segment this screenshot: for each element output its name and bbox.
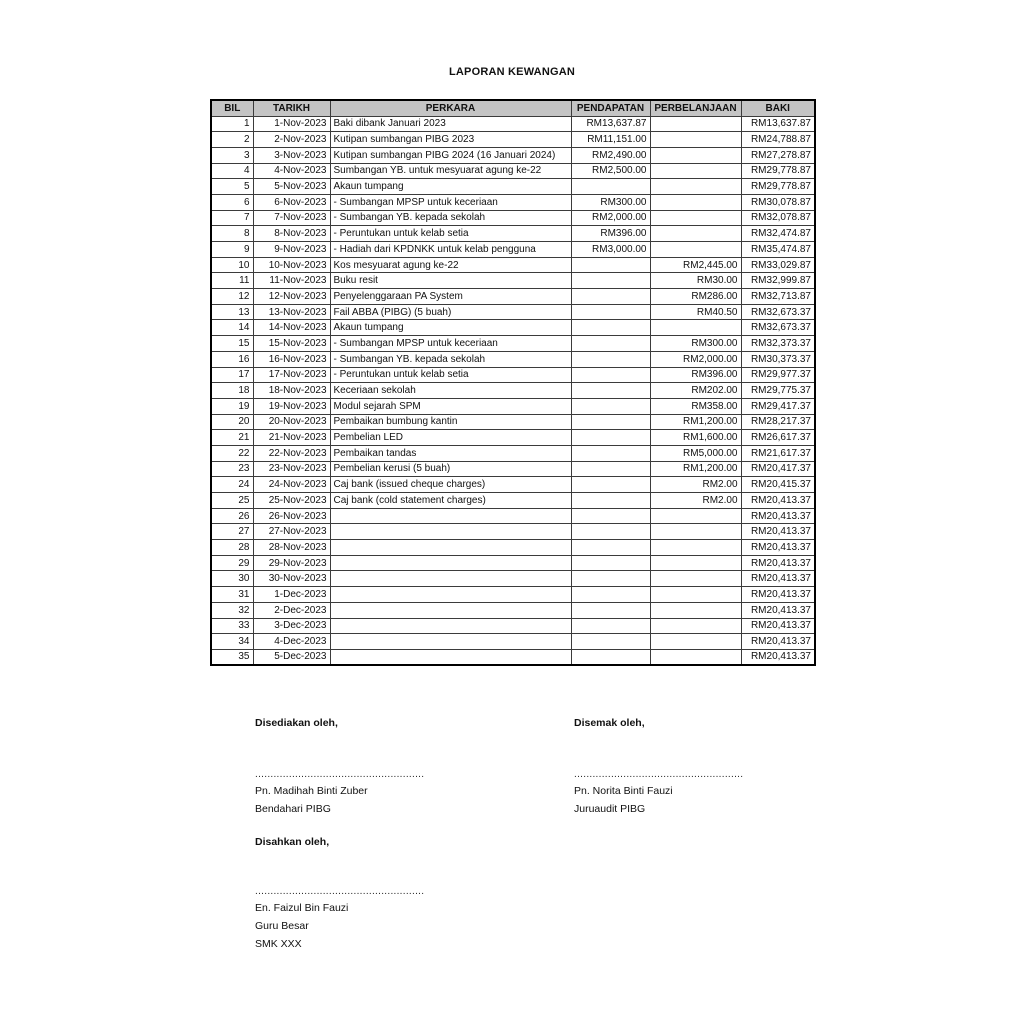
cell-tarikh: 1-Dec-2023 (253, 587, 330, 603)
cell-perkara (330, 508, 571, 524)
cell-pendapatan (571, 634, 650, 650)
cell-perkara: Pembaikan bumbung kantin (330, 414, 571, 430)
signature-block-prepared (255, 716, 424, 818)
prepared-name: Pn. Madihah Binti Zuber (255, 785, 368, 797)
cell-bil: 24 (211, 477, 253, 493)
signature-block-checked (574, 716, 743, 818)
table-row (211, 430, 815, 446)
cell-perbelanjaan (650, 242, 741, 258)
cell-tarikh: 13-Nov-2023 (253, 304, 330, 320)
cell-bil: 30 (211, 571, 253, 587)
cell-tarikh: 8-Nov-2023 (253, 226, 330, 242)
cell-tarikh: 27-Nov-2023 (253, 524, 330, 540)
table-row (211, 493, 815, 509)
cell-perbelanjaan: RM202.00 (650, 383, 741, 399)
cell-tarikh: 4-Dec-2023 (253, 634, 330, 650)
approved-signature-line: ....................................................... (255, 886, 425, 897)
cell-pendapatan (571, 351, 650, 367)
cell-bil: 12 (211, 289, 253, 305)
cell-pendapatan (571, 336, 650, 352)
table-row (211, 304, 815, 320)
cell-perkara: Buku resit (330, 273, 571, 289)
cell-baki: RM29,778.87 (741, 179, 815, 195)
prepared-role: Bendahari PIBG (255, 803, 331, 815)
table-row (211, 398, 815, 414)
cell-baki: RM32,673.37 (741, 304, 815, 320)
cell-perbelanjaan (650, 210, 741, 226)
cell-baki: RM30,078.87 (741, 194, 815, 210)
approved-label: Disahkan oleh, (255, 836, 330, 848)
cell-bil: 8 (211, 226, 253, 242)
cell-perbelanjaan: RM5,000.00 (650, 445, 741, 461)
cell-baki: RM29,775.37 (741, 383, 815, 399)
cell-bil: 4 (211, 163, 253, 179)
cell-tarikh: 4-Nov-2023 (253, 163, 330, 179)
cell-pendapatan: RM2,500.00 (571, 163, 650, 179)
cell-tarikh: 14-Nov-2023 (253, 320, 330, 336)
table-row (211, 242, 815, 258)
cell-perkara (330, 587, 571, 603)
cell-bil: 17 (211, 367, 253, 383)
cell-bil: 21 (211, 430, 253, 446)
cell-perkara (330, 555, 571, 571)
column-header-pendapatan: PENDAPATAN (571, 100, 650, 116)
cell-baki: RM30,373.37 (741, 351, 815, 367)
page-title: LAPORAN KEWANGAN (448, 66, 576, 78)
cell-perkara: Pembelian LED (330, 430, 571, 446)
cell-perbelanjaan (650, 320, 741, 336)
cell-baki: RM20,413.37 (741, 555, 815, 571)
cell-tarikh: 20-Nov-2023 (253, 414, 330, 430)
cell-baki: RM28,217.37 (741, 414, 815, 430)
cell-bil: 23 (211, 461, 253, 477)
cell-perbelanjaan (650, 163, 741, 179)
table-row (211, 336, 815, 352)
cell-pendapatan (571, 304, 650, 320)
cell-pendapatan (571, 493, 650, 509)
cell-pendapatan (571, 289, 650, 305)
cell-perbelanjaan (650, 194, 741, 210)
table-row (211, 210, 815, 226)
cell-perkara: - Peruntukan untuk kelab setia (330, 226, 571, 242)
cell-perkara: Pembaikan tandas (330, 445, 571, 461)
cell-perkara: Pembelian kerusi (5 buah) (330, 461, 571, 477)
finance-table (210, 99, 816, 666)
table-row (211, 649, 815, 665)
cell-perkara (330, 571, 571, 587)
cell-pendapatan: RM3,000.00 (571, 242, 650, 258)
cell-tarikh: 21-Nov-2023 (253, 430, 330, 446)
cell-perbelanjaan (650, 179, 741, 195)
table-row (211, 194, 815, 210)
cell-baki: RM20,413.37 (741, 602, 815, 618)
cell-bil: 34 (211, 634, 253, 650)
table-row (211, 226, 815, 242)
table-row (211, 414, 815, 430)
table-row (211, 383, 815, 399)
cell-tarikh: 18-Nov-2023 (253, 383, 330, 399)
cell-pendapatan (571, 273, 650, 289)
table-row (211, 179, 815, 195)
cell-tarikh: 23-Nov-2023 (253, 461, 330, 477)
approved-role: Guru Besar (255, 920, 309, 932)
cell-pendapatan (571, 257, 650, 273)
cell-tarikh: 22-Nov-2023 (253, 445, 330, 461)
cell-bil: 15 (211, 336, 253, 352)
cell-pendapatan: RM2,490.00 (571, 147, 650, 163)
cell-perbelanjaan (650, 634, 741, 650)
cell-perbelanjaan (650, 524, 741, 540)
cell-tarikh: 1-Nov-2023 (253, 116, 330, 132)
cell-bil: 32 (211, 602, 253, 618)
table-row (211, 540, 815, 556)
cell-pendapatan (571, 398, 650, 414)
cell-perkara: Penyelenggaraan PA System (330, 289, 571, 305)
cell-tarikh: 9-Nov-2023 (253, 242, 330, 258)
cell-bil: 25 (211, 493, 253, 509)
cell-baki: RM32,474.87 (741, 226, 815, 242)
cell-baki: RM29,977.37 (741, 367, 815, 383)
cell-pendapatan: RM11,151.00 (571, 132, 650, 148)
cell-tarikh: 12-Nov-2023 (253, 289, 330, 305)
cell-perbelanjaan (650, 147, 741, 163)
cell-perkara: Kos mesyuarat agung ke-22 (330, 257, 571, 273)
prepared-label: Disediakan oleh, (255, 717, 338, 729)
approved-org: SMK XXX (255, 938, 302, 950)
table-row (211, 445, 815, 461)
cell-bil: 13 (211, 304, 253, 320)
cell-perkara: Kutipan sumbangan PIBG 2024 (16 Januari 2024) (330, 147, 571, 163)
cell-perbelanjaan: RM358.00 (650, 398, 741, 414)
cell-baki: RM29,417.37 (741, 398, 815, 414)
cell-bil: 27 (211, 524, 253, 540)
table-row (211, 477, 815, 493)
cell-perbelanjaan (650, 618, 741, 634)
cell-perbelanjaan (650, 132, 741, 148)
cell-baki: RM20,413.37 (741, 524, 815, 540)
cell-pendapatan: RM396.00 (571, 226, 650, 242)
cell-pendapatan (571, 602, 650, 618)
cell-baki: RM20,413.37 (741, 649, 815, 665)
cell-pendapatan (571, 320, 650, 336)
cell-perkara: Akaun tumpang (330, 179, 571, 195)
column-header-perkara: PERKARA (330, 100, 571, 116)
column-header-perbelanjaan: PERBELANJAAN (650, 100, 741, 116)
cell-perbelanjaan: RM1,600.00 (650, 430, 741, 446)
cell-pendapatan: RM300.00 (571, 194, 650, 210)
cell-perkara (330, 524, 571, 540)
cell-perkara: Caj bank (issued cheque charges) (330, 477, 571, 493)
cell-baki: RM13,637.87 (741, 116, 815, 132)
cell-baki: RM26,617.37 (741, 430, 815, 446)
table-row (211, 571, 815, 587)
cell-baki: RM32,373.37 (741, 336, 815, 352)
cell-bil: 19 (211, 398, 253, 414)
cell-perbelanjaan: RM30.00 (650, 273, 741, 289)
cell-perkara: Akaun tumpang (330, 320, 571, 336)
cell-perbelanjaan (650, 602, 741, 618)
cell-tarikh: 25-Nov-2023 (253, 493, 330, 509)
table-row (211, 367, 815, 383)
column-header-bil: BIL (211, 100, 253, 116)
cell-baki: RM33,029.87 (741, 257, 815, 273)
cell-perkara: - Sumbangan MPSP untuk keceriaan (330, 336, 571, 352)
cell-perbelanjaan: RM396.00 (650, 367, 741, 383)
cell-baki: RM20,413.37 (741, 634, 815, 650)
table-row (211, 524, 815, 540)
cell-perkara: - Peruntukan untuk kelab setia (330, 367, 571, 383)
checked-label: Disemak oleh, (574, 717, 645, 729)
cell-baki: RM20,413.37 (741, 618, 815, 634)
cell-pendapatan (571, 618, 650, 634)
cell-tarikh: 2-Nov-2023 (253, 132, 330, 148)
cell-perkara: Baki dibank Januari 2023 (330, 116, 571, 132)
cell-bil: 29 (211, 555, 253, 571)
cell-perbelanjaan: RM1,200.00 (650, 414, 741, 430)
table-row (211, 163, 815, 179)
cell-perkara (330, 634, 571, 650)
table-body (211, 116, 815, 665)
cell-perkara: Keceriaan sekolah (330, 383, 571, 399)
cell-pendapatan (571, 540, 650, 556)
cell-perkara: - Hadiah dari KPDNKK untuk kelab pengguna (330, 242, 571, 258)
cell-bil: 5 (211, 179, 253, 195)
cell-bil: 11 (211, 273, 253, 289)
approved-name: En. Faizul Bin Fauzi (255, 902, 349, 914)
table-header-row (211, 100, 815, 116)
cell-perbelanjaan: RM2,445.00 (650, 257, 741, 273)
cell-tarikh: 26-Nov-2023 (253, 508, 330, 524)
table-row (211, 461, 815, 477)
cell-bil: 18 (211, 383, 253, 399)
cell-pendapatan (571, 649, 650, 665)
cell-perbelanjaan: RM2.00 (650, 493, 741, 509)
cell-perbelanjaan (650, 508, 741, 524)
cell-perkara (330, 618, 571, 634)
cell-bil: 3 (211, 147, 253, 163)
cell-perbelanjaan (650, 649, 741, 665)
cell-baki: RM20,413.37 (741, 571, 815, 587)
cell-tarikh: 11-Nov-2023 (253, 273, 330, 289)
table-row (211, 555, 815, 571)
cell-pendapatan (571, 430, 650, 446)
cell-bil: 33 (211, 618, 253, 634)
checked-name: Pn. Norita Binti Fauzi (574, 785, 673, 797)
cell-bil: 16 (211, 351, 253, 367)
cell-baki: RM20,413.37 (741, 508, 815, 524)
cell-tarikh: 10-Nov-2023 (253, 257, 330, 273)
cell-pendapatan (571, 571, 650, 587)
column-header-baki: BAKI (741, 100, 815, 116)
cell-perkara: - Sumbangan MPSP untuk keceriaan (330, 194, 571, 210)
cell-baki: RM32,999.87 (741, 273, 815, 289)
cell-pendapatan (571, 367, 650, 383)
table-row (211, 132, 815, 148)
table-row (211, 257, 815, 273)
cell-tarikh: 17-Nov-2023 (253, 367, 330, 383)
cell-tarikh: 19-Nov-2023 (253, 398, 330, 414)
cell-pendapatan (571, 179, 650, 195)
cell-baki: RM32,078.87 (741, 210, 815, 226)
cell-tarikh: 5-Nov-2023 (253, 179, 330, 195)
table-row (211, 320, 815, 336)
cell-perkara (330, 649, 571, 665)
cell-pendapatan: RM13,637.87 (571, 116, 650, 132)
cell-pendapatan: RM2,000.00 (571, 210, 650, 226)
cell-tarikh: 28-Nov-2023 (253, 540, 330, 556)
cell-perbelanjaan (650, 571, 741, 587)
cell-baki: RM20,413.37 (741, 540, 815, 556)
table-row (211, 508, 815, 524)
cell-baki: RM20,415.37 (741, 477, 815, 493)
cell-tarikh: 16-Nov-2023 (253, 351, 330, 367)
table-row (211, 289, 815, 305)
cell-perkara: Fail ABBA (PIBG) (5 buah) (330, 304, 571, 320)
cell-bil: 28 (211, 540, 253, 556)
table-row (211, 634, 815, 650)
cell-baki: RM20,413.37 (741, 493, 815, 509)
cell-baki: RM32,673.37 (741, 320, 815, 336)
cell-baki: RM32,713.87 (741, 289, 815, 305)
cell-bil: 26 (211, 508, 253, 524)
cell-perkara: Modul sejarah SPM (330, 398, 571, 414)
cell-pendapatan (571, 524, 650, 540)
cell-tarikh: 3-Dec-2023 (253, 618, 330, 634)
cell-bil: 6 (211, 194, 253, 210)
table-row (211, 273, 815, 289)
cell-tarikh: 5-Dec-2023 (253, 649, 330, 665)
cell-bil: 35 (211, 649, 253, 665)
cell-pendapatan (571, 508, 650, 524)
cell-tarikh: 15-Nov-2023 (253, 336, 330, 352)
table-header (211, 100, 815, 116)
cell-pendapatan (571, 477, 650, 493)
cell-baki: RM27,278.87 (741, 147, 815, 163)
table-row (211, 147, 815, 163)
cell-bil: 14 (211, 320, 253, 336)
checked-role: Juruaudit PIBG (574, 803, 646, 815)
cell-bil: 20 (211, 414, 253, 430)
cell-bil: 2 (211, 132, 253, 148)
column-header-tarikh: TARIKH (253, 100, 330, 116)
cell-baki: RM20,417.37 (741, 461, 815, 477)
cell-pendapatan (571, 555, 650, 571)
cell-bil: 22 (211, 445, 253, 461)
cell-tarikh: 7-Nov-2023 (253, 210, 330, 226)
cell-perbelanjaan (650, 587, 741, 603)
cell-perkara (330, 602, 571, 618)
cell-pendapatan (571, 587, 650, 603)
cell-tarikh: 30-Nov-2023 (253, 571, 330, 587)
cell-bil: 31 (211, 587, 253, 603)
cell-pendapatan (571, 461, 650, 477)
cell-baki: RM29,778.87 (741, 163, 815, 179)
cell-baki: RM21,617.37 (741, 445, 815, 461)
cell-perkara (330, 540, 571, 556)
prepared-signature-line: ....................................................... (255, 769, 425, 780)
cell-baki: RM24,788.87 (741, 132, 815, 148)
table-row (211, 116, 815, 132)
cell-baki: RM35,474.87 (741, 242, 815, 258)
cell-perbelanjaan (650, 226, 741, 242)
cell-perbelanjaan: RM1,200.00 (650, 461, 741, 477)
cell-perkara: Sumbangan YB. untuk mesyuarat agung ke-22 (330, 163, 571, 179)
cell-perbelanjaan: RM2,000.00 (650, 351, 741, 367)
table-row (211, 618, 815, 634)
cell-perbelanjaan: RM2.00 (650, 477, 741, 493)
cell-pendapatan (571, 414, 650, 430)
cell-pendapatan (571, 445, 650, 461)
table-row (211, 602, 815, 618)
table-row (211, 587, 815, 603)
cell-pendapatan (571, 383, 650, 399)
cell-tarikh: 6-Nov-2023 (253, 194, 330, 210)
cell-bil: 1 (211, 116, 253, 132)
cell-perkara: - Sumbangan YB. kepada sekolah (330, 351, 571, 367)
cell-perkara: - Sumbangan YB. kepada sekolah (330, 210, 571, 226)
cell-perbelanjaan (650, 540, 741, 556)
checked-signature-line: ....................................................... (574, 769, 744, 780)
cell-perkara: Kutipan sumbangan PIBG 2023 (330, 132, 571, 148)
cell-tarikh: 3-Nov-2023 (253, 147, 330, 163)
cell-tarikh: 24-Nov-2023 (253, 477, 330, 493)
cell-bil: 10 (211, 257, 253, 273)
cell-perkara: Caj bank (cold statement charges) (330, 493, 571, 509)
table-row (211, 351, 815, 367)
cell-tarikh: 29-Nov-2023 (253, 555, 330, 571)
cell-bil: 7 (211, 210, 253, 226)
cell-perbelanjaan (650, 116, 741, 132)
cell-bil: 9 (211, 242, 253, 258)
cell-tarikh: 2-Dec-2023 (253, 602, 330, 618)
signature-block-approved (255, 835, 424, 953)
cell-perbelanjaan (650, 555, 741, 571)
cell-perbelanjaan: RM286.00 (650, 289, 741, 305)
cell-perbelanjaan: RM300.00 (650, 336, 741, 352)
cell-baki: RM20,413.37 (741, 587, 815, 603)
cell-perbelanjaan: RM40.50 (650, 304, 741, 320)
